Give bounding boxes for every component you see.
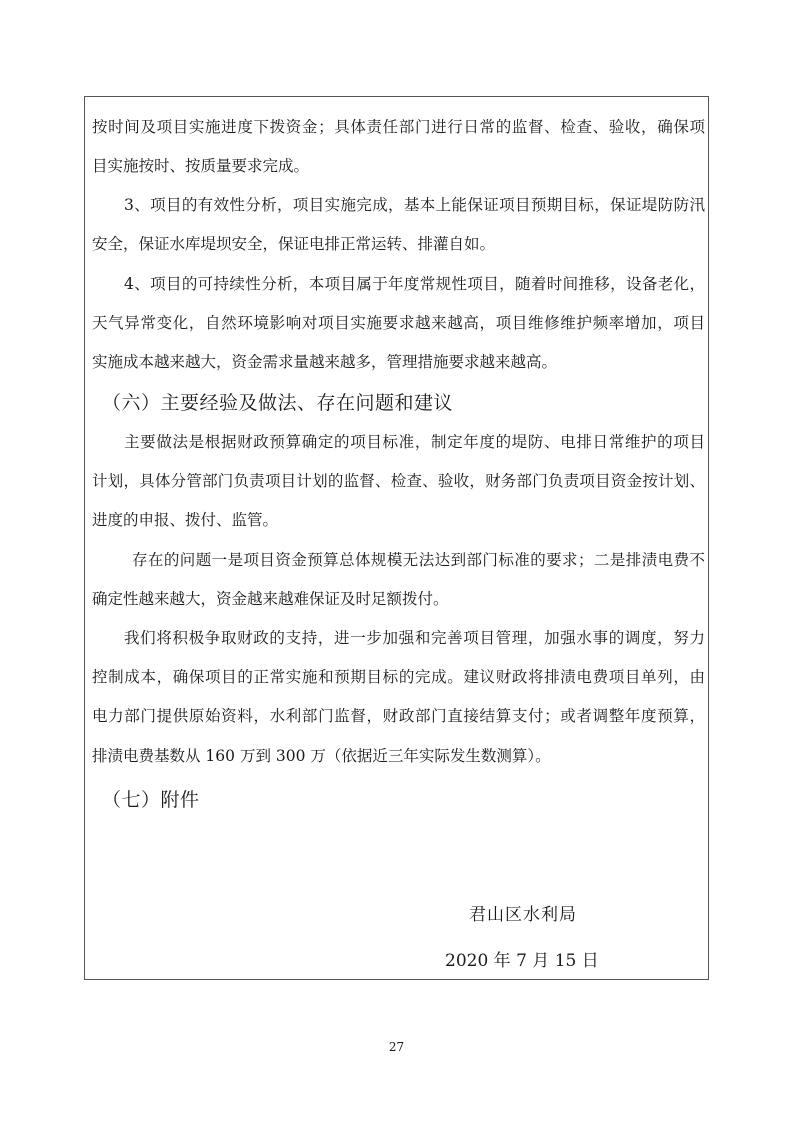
text-line: 安全，保证水库堤坝安全，保证电排正常运转、排灌自如。 <box>92 235 496 253</box>
text-line: 电力部门提供原始资料，水利部门监督，财政部门直接结算支付；或者调整年度预算， <box>92 707 705 725</box>
text-line: 控制成本，确保项目的正常实施和预期目标的完成。建议财政将排渍电费项目单列，由 <box>92 668 705 686</box>
text-line: 天气异常变化，自然环境影响对项目实施要求越来越高，项目维修维护频率增加，项目 <box>92 314 705 332</box>
text-line: 确定性越来越大，资金越来越难保证及时足额拨付。 <box>92 590 449 608</box>
text-line: 实施成本越来越大，资金需求量越来越多，管理措施要求越来越高。 <box>92 353 558 371</box>
text-line: 计划，具体分管部门负责项目计划的监督、检查、验收，财务部门负责项目资金按计划、 <box>92 472 705 490</box>
text-line: 存在的问题一是项目资金预算总体规模无法达到部门标准的要求；二是排渍电费不 <box>132 551 705 569</box>
text-line: 3、项目的有效性分析，项目实施完成，基本上能保证项目预期目标，保证堤防防汛 <box>124 196 705 214</box>
signature-org: 君山区水利局 <box>469 905 577 925</box>
text-line: 进度的申报、拨付、监管。 <box>92 511 279 529</box>
text-line: 按时间及项目实施进度下拨资金；具体责任部门进行日常的监督、检查、验收，确保项 <box>92 118 705 136</box>
section-heading-6: （六）主要经验及做法、存在问题和建议 <box>102 392 454 414</box>
section-heading-7: （七）附件 <box>102 789 200 811</box>
text-line: 排渍电费基数从 160 万到 300 万（依据近三年实际发生数测算）。 <box>92 747 551 765</box>
text-line: 4、项目的可持续性分析，本项目属于年度常规性项目，随着时间推移，设备老化， <box>124 275 705 293</box>
document-table-frame <box>84 96 709 980</box>
text-line: 目实施按时、按质量要求完成。 <box>92 157 310 175</box>
signature-date: 2020 年 7 月 15 日 <box>445 951 599 971</box>
text-line: 我们将积极争取财政的支持，进一步加强和完善项目管理，加强水事的调度，努力 <box>124 629 705 647</box>
page-number: 27 <box>388 1040 405 1054</box>
text-line: 主要做法是根据财政预算确定的项目标准，制定年度的堤防、电排日常维护的项目 <box>124 433 705 451</box>
